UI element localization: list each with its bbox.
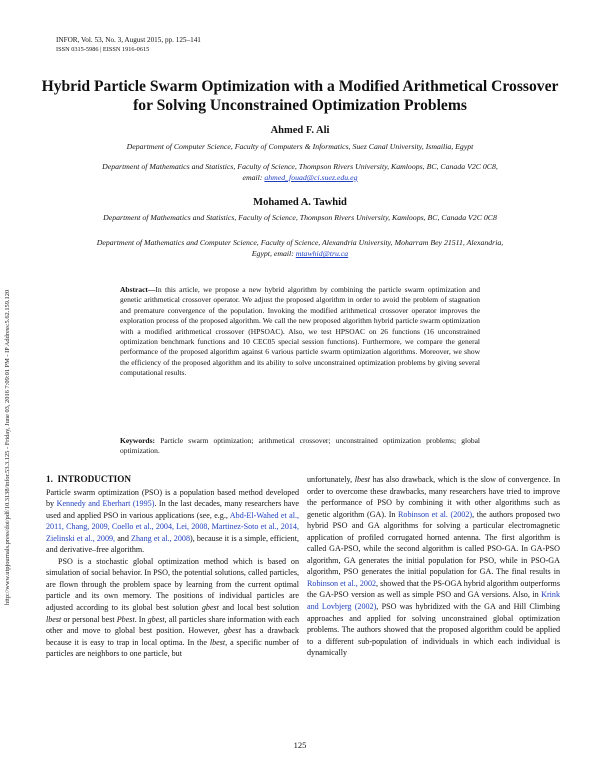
author-1-affiliation-1: Department of Computer Science, Faculty of Computers & Informatics, Suez Canal University, Ismailia, Egypt (126, 142, 474, 151)
keywords-label: Keywords: (120, 436, 155, 445)
math-var: lbest (209, 637, 226, 647)
text-run: , the authors proposed two hybrid PSO and GA algorithms for solving a particular electromagnetic application of profiled corrugated horned antenna. The first algorithm is called GA-PSO, while the second algorithm is called PSO-GA. In GA-PSO algorithm, GA generates the initial population for PSO, while in PSO-GA algorithm, PSO generates the initial population for GA. The final results in (307, 509, 560, 577)
journal-citation: INFOR, Vol. 53, No. 3, August 2015, pp. 125–141 (56, 36, 201, 44)
author-2-email-link[interactable]: mtawhid@tru.ca (295, 249, 349, 258)
intro-paragraph-3 (307, 474, 560, 659)
text-run: . In the last decades, many researchers have used and applied PSO in various applications (see, e.g., (46, 499, 299, 520)
text-run: . In (134, 614, 148, 624)
math-var: lbest (354, 475, 371, 484)
text-run: , PSO was hybridized with the GA and Hill Climbing approaches and applied for solving unconstrained global optimization problems. The authors showed that the proposed algorithm could be applied to a different sub-population of individuals in which each individual is dynamically (307, 602, 560, 658)
citation-link[interactable]: Krink and Lovbjerg (2002) (307, 590, 560, 612)
paper-title: Hybrid Particle Swarm Optimization with a Modified Arithmetical Crossover for Solving Unconstrained Optimization Problems (41, 78, 559, 114)
abstract-text: In this article, we propose a new hybrid algorithm by combining the particle swarm optimization and genetic arithmetical crossover operator. We adjust the proposed algorithm in order to avoid the problem of stagnation and premature convergence of the population. Invoking the modified arithmetical crossover operator improves the exploration process of the proposed algorithm. We call the new proposed algorithm hybrid particle swarm optimization with a modified arithmetical crossover (HPSOAC). Also, we test HPSOAC on 26 functions (16 unconstrained optimization benchmark functions and 10 CEC05 special session functions). Furthermore, we compare the general performance of the proposed algorithm against 6 various particle swarm optimization algorithms. Moreover, we show the efficiency of the proposed algorithm and its ability to solve unconstrained optimization problems by giving several computational results. (120, 285, 480, 378)
section-number: 1. (46, 474, 53, 484)
text-run: has also drawback, which is the slow of convergence. In order to overcome these drawbacks, many researchers have tried to improve the performance of PSO by combining it with other algorithms such as genetic algorithm (GA). In (307, 475, 561, 519)
author-1-email-link[interactable]: ahmed_fouad@ci.suez.edu.eg (264, 173, 358, 182)
section-title: INTRODUCTION (57, 474, 131, 484)
text-run: ), because it is a simple, efficient, and derivative–free algorithm. (46, 533, 300, 555)
text-run: has a drawback because it is easy to trap in local optima. In the (46, 626, 299, 647)
intro-paragraph-1 (46, 487, 299, 556)
keywords-text: Particle swarm optimization; arithmetical crossover; unconstrained optimization problems; global optimization. (120, 436, 481, 456)
text-run: Particle swarm optimization (PSO) is a population based method developed by (46, 487, 299, 509)
intro-paragraph-2 (46, 556, 299, 660)
citation-link[interactable]: Zhang et al., 2008 (131, 533, 190, 543)
journal-issn: ISSN 0315-5986 | EISSN 1916-0615 (56, 46, 150, 53)
author-2-affiliation-1: Department of Mathematics and Statistics, Faculty of Science, Thompson Rivers University, Kamloops, BC, Canada V2C 0C8 (103, 213, 497, 222)
author-2-affiliation-2-text: Department of Mathematics and Computer Science, Faculty of Science, Alexandria University, Moharram Bey 21511, Alexandria, (96, 238, 504, 247)
author-1-affiliation-2 (40, 161, 560, 183)
side-stamp-text: http://www.utpjournals.press/doi/pdf/10.3138/infor.53.3.125 - Friday, June 03, 2016 7:09:01 PM - IP Address:5.62.159.120 (4, 289, 11, 605)
math-var: lbest (46, 614, 62, 624)
text-run: , all particles share information with each other and move to global best position. However, (46, 614, 300, 636)
section-heading (46, 474, 299, 486)
text-run: PSO is a stochastic global optimization method which is based on simulation of social behavior. In PSO, the potential solutions, called particles, are flown through the problem space by learning from the current optimal particle and its own memory. The positions of individual particles are adjusted according to its global best solution (46, 556, 299, 613)
journal-header (56, 35, 201, 55)
citation-link[interactable]: Robinson et al. (2002) (398, 509, 473, 519)
author-2-affiliation-2b: Egypt, email: (251, 249, 294, 258)
right-column (307, 474, 560, 659)
author-1-name: Ahmed F. Ali (270, 125, 330, 136)
page-number: 125 (293, 740, 307, 750)
text-run: and local best solution (218, 603, 299, 613)
keywords (120, 436, 480, 457)
citation-link[interactable]: Robinson et al., 2002 (307, 578, 377, 588)
abstract (120, 285, 480, 379)
citation-link[interactable]: Abd-El-Wahed et al., 2011, Chang, 2009, Coello et al., 2004, Lei, 2008, Martinez-Soto et al., 2014, Zielinski et al., 2009, (46, 510, 299, 543)
text-run: , showed that the PS-OGA hybrid algorithm outperforms the GA-PSO version as well as simple PSO and GA versions. Also, in (307, 578, 560, 600)
side-download-stamp (4, 165, 14, 605)
author-2-affiliation-2 (40, 237, 560, 259)
abstract-label: Abstract— (120, 285, 156, 294)
math-var: gbest (147, 614, 165, 624)
left-column (46, 474, 299, 660)
author-1-affiliation-2-text: Department of Mathematics and Statistics, Faculty of Science, Thompson Rivers University, Kamloops, BC, Canada V2C 0C8, (102, 162, 498, 171)
math-var: gbest (201, 603, 219, 613)
author-2-name: Mohamed A. Tawhid (253, 197, 347, 208)
math-var: gbest (223, 626, 241, 636)
text-run: unfortunately, (307, 475, 355, 484)
text-run: , a specific number of particles are neighbors to one particle, but (46, 637, 299, 659)
math-var: Pbest (116, 614, 135, 624)
text-run: or personal best (61, 614, 117, 624)
citation-link[interactable]: Kennedy and Eberhart (1995) (56, 499, 155, 509)
text-run: and (115, 533, 132, 543)
author-1-email-label: email: (242, 173, 263, 182)
